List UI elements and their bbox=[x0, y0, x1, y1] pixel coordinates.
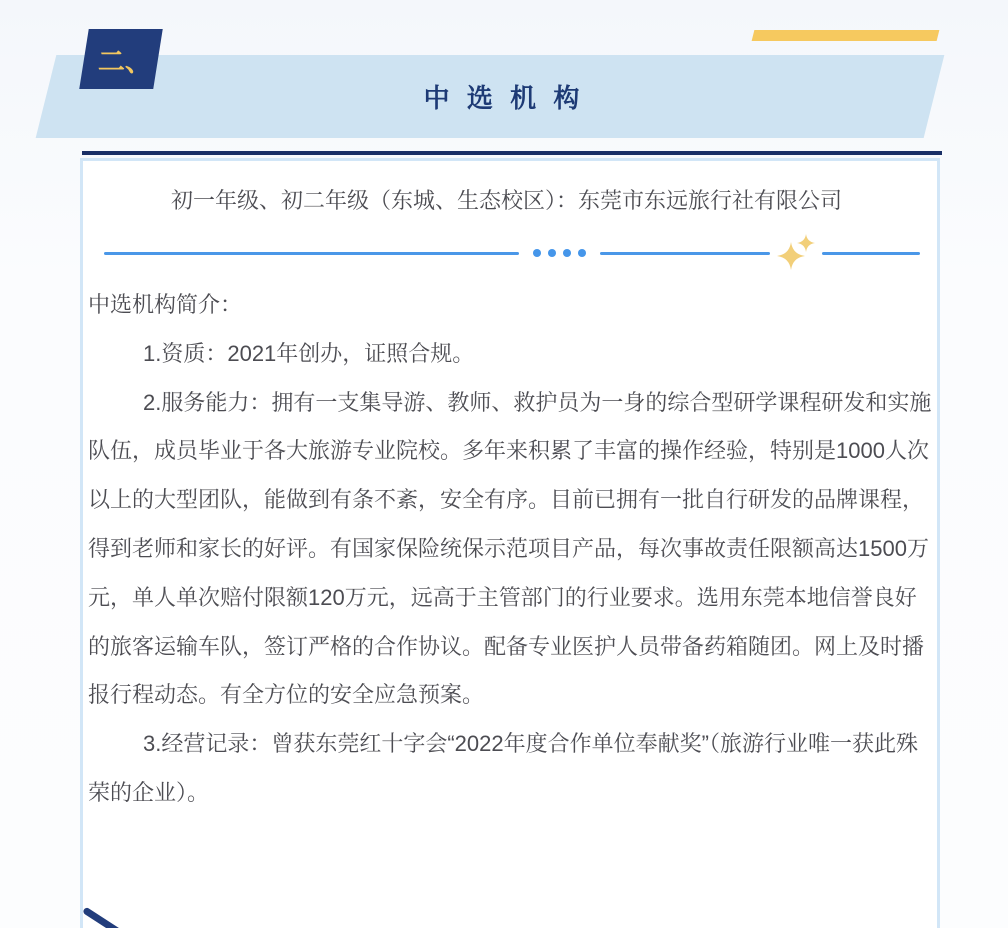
intro-paragraph: 初一年级、初二年级（东城、生态校区）：东莞市东远旅行社有限公司 bbox=[171, 188, 843, 213]
divider-dots bbox=[533, 249, 586, 257]
dot-icon bbox=[548, 249, 556, 257]
header-yellow-bar bbox=[752, 30, 940, 41]
profile-item-qualification: 1.资质：2021年创办，证照合规。 bbox=[143, 340, 475, 366]
profile-item-capability: 2.服务能力：拥有一支集导游、教师、救护员为一身的综合型研学课程研发和实施队伍，成员毕业于各大旅游专业院校。多年来积累了丰富的操作经验，特别是1000人次以上的大型团队，能做到有条不紊，安全有序。目前已拥有一批自行研发的品牌课程，得到老师和家长的好评。有国家保险统保示范项目产品，每次事故责任限额高达1500万元，单人单次赔付限额120万元，远高于主管部门的行业要求。选用东莞本地信誉良好的旅客运输车队，签订严格的合作协议。配备专业医护人员带备药箱随团。网上及时播报行程动态。有全方位的安全应急预案。 bbox=[88, 389, 932, 708]
profile-section bbox=[88, 281, 932, 818]
divider-line-right bbox=[822, 252, 920, 255]
divider-line-middle bbox=[600, 252, 770, 255]
content-card bbox=[80, 158, 940, 928]
dot-icon bbox=[578, 249, 586, 257]
section-number-badge bbox=[79, 29, 163, 89]
profile-heading: 中选机构简介： bbox=[88, 292, 243, 317]
card-content bbox=[88, 161, 932, 818]
dot-icon bbox=[563, 249, 571, 257]
profile-item-record: 3.经营记录：曾获东莞红十字会“2022年度合作单位奉献奖”（旅游行业唯一获此殊荣的企业）。 bbox=[88, 731, 918, 805]
section-title: 中 选 机 构 bbox=[423, 83, 585, 113]
divider-line-left bbox=[104, 252, 519, 255]
header-underline bbox=[82, 151, 942, 155]
section-number: 二、 bbox=[98, 46, 152, 77]
sparkle-icon bbox=[774, 233, 818, 273]
dot-icon bbox=[533, 249, 541, 257]
ornamental-divider bbox=[104, 225, 920, 281]
